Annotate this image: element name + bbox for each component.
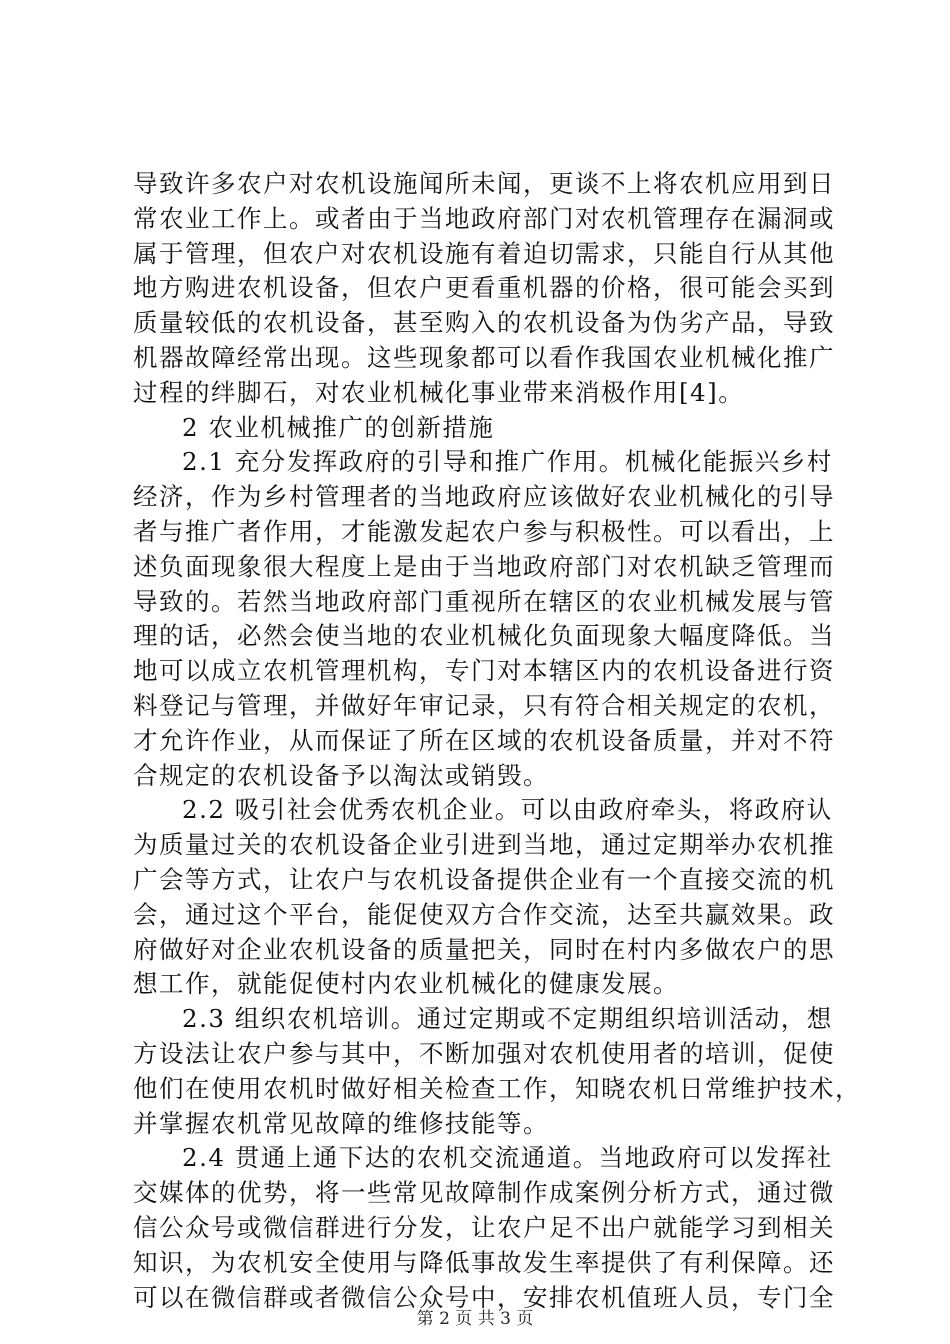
text-line: 导致的。若然当地政府部门重视所在辖区的农业机械发展与管 (133, 586, 835, 616)
text-line: 质量较低的农机设备，甚至购入的农机设备为伪劣产品，导致 (133, 308, 835, 338)
text-line: 理的话，必然会使当地的农业机械化负面现象大幅度降低。当 (133, 621, 835, 651)
text-line: 知识，为农机安全使用与降低事故发生率提供了有利保障。还 (133, 1247, 835, 1277)
text-line: 地方购进农机设备，但农户更看重机器的价格，很可能会买到 (133, 273, 835, 303)
text-line: 广会等方式，让农户与农机设备提供企业有一个直接交流的机 (133, 864, 835, 894)
text-line: 他们在使用农机时做好相关检查工作，知晓农机日常维护技术， (133, 1073, 861, 1103)
text-line: 常农业工作上。或者由于当地政府部门对农机管理存在漏洞或 (133, 203, 835, 233)
text-line: 属于管理，但农户对农机设施有着迫切需求，只能自行从其他 (133, 238, 835, 268)
text-line: 交媒体的优势，将一些常见故障制作成案例分析方式，通过微 (133, 1178, 835, 1208)
paragraph-first-line: 2.3 组织农机培训。通过定期或不定期组织培训活动，想 (182, 1004, 833, 1034)
paragraph-first-line: 2.4 贯通上通下达的农机交流通道。当地政府可以发挥社 (182, 1143, 833, 1173)
text-line: 合规定的农机设备予以淘汰或销毁。 (133, 760, 549, 790)
text-line: 会，通过这个平台，能促使双方合作交流，达至共赢效果。政 (133, 899, 835, 929)
text-line: 府做好对企业农机设备的质量把关，同时在村内多做农户的思 (133, 934, 835, 964)
text-line: 过程的绊脚石，对农业机械化事业带来消极作用[4]。 (133, 377, 745, 407)
text-line: 才允许作业，从而保证了所在区域的农机设备质量，并对不符 (133, 725, 835, 755)
text-line: 想工作，就能促使村内农业机械化的健康发展。 (133, 969, 679, 999)
paragraph-first-line: 2.1 充分发挥政府的引导和推广作用。机械化能振兴乡村 (182, 447, 833, 477)
text-line: 者与推广者作用，才能激发起农户参与积极性。可以看出，上 (133, 516, 835, 546)
page-footer: 第 2 页 共 3 页 (416, 1309, 534, 1329)
paragraph-first-line: 2 农业机械推广的创新措施 (182, 412, 495, 442)
text-line: 信公众号或微信群进行分发，让农户足不出户就能学习到相关 (133, 1212, 835, 1242)
text-line: 经济，作为乡村管理者的当地政府应该做好农业机械化的引导 (133, 482, 835, 512)
paragraph-first-line: 2.2 吸引社会优秀农机企业。可以由政府牵头，将政府认 (182, 795, 833, 825)
text-line: 为质量过关的农机设备企业引进到当地，通过定期举办农机推 (133, 830, 835, 860)
text-line: 机器故障经常出现。这些现象都可以看作我国农业机械化推广 (133, 342, 835, 372)
text-line: 可以在微信群或者微信公众号中，安排农机值班人员，专门全 (133, 1282, 835, 1312)
text-line: 并掌握农机常见故障的维修技能等。 (133, 1108, 549, 1138)
body-text (133, 167, 861, 1315)
text-line: 料登记与管理，并做好年审记录，只有符合相关规定的农机， (133, 690, 835, 720)
text-line: 导致许多农户对农机设施闻所未闻，更谈不上将农机应用到日 (133, 169, 835, 198)
text-line: 地可以成立农机管理机构，专门对本辖区内的农机设备进行资 (133, 656, 835, 686)
text-line: 方设法让农户参与其中，不断加强对农机使用者的培训，促使 (133, 1038, 835, 1068)
text-line: 述负面现象很大程度上是由于当地政府部门对农机缺乏管理而 (133, 551, 835, 581)
